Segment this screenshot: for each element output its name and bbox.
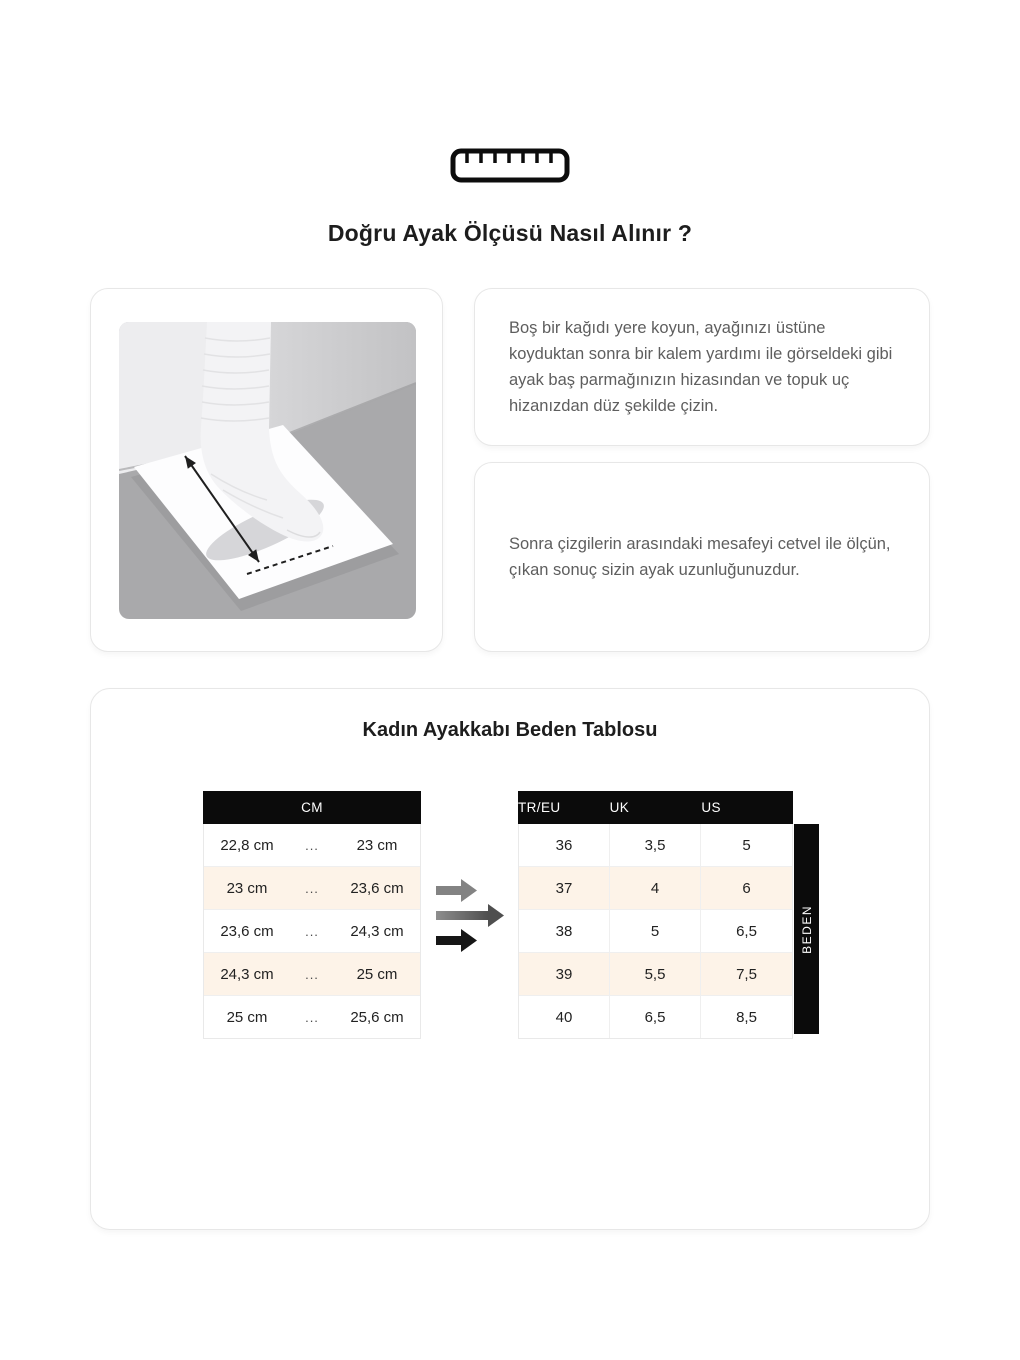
size-us: 6 [742,879,751,897]
size-tr-eu: 40 [519,996,610,1038]
table-row [204,910,420,953]
size-section-title: Kadın Ayakkabı Beden Tablosu [362,719,658,741]
size-uk: 6,5 [610,996,701,1038]
size-us: 5 [742,836,751,854]
intl-table-header [518,791,793,824]
table-row [204,953,420,996]
beden-label-text: BEDEN [799,904,814,954]
header-icon-row [0,148,1020,183]
range-dots: ... [305,923,319,939]
size-tr-eu: 39 [519,953,610,995]
cm-max: 25 cm [356,965,398,983]
cm-min: 25 cm [226,1008,268,1026]
cm-size-table [203,791,421,1039]
beden-side-label [794,824,819,1034]
size-us: 6,5 [736,922,757,940]
table-row [519,996,792,1038]
foot-photo-card [90,288,443,652]
table-row [519,867,792,910]
instruction-step-2: Sonra çizgilerin arasındaki mesafeyi cetvel ile ölçün, çıkan sonuç sizin ayak uzunluğunuzdur. [509,535,891,579]
cm-min: 23 cm [226,879,268,897]
size-table-section [90,688,930,1230]
size-us: 8,5 [736,1008,757,1026]
range-dots: ... [305,880,319,896]
cm-max: 23 cm [356,836,398,854]
table-row [519,953,792,996]
table-row [519,824,792,867]
size-uk: 3,5 [610,824,701,866]
cm-table-body [203,824,421,1039]
ruler-icon [450,148,570,183]
cm-min: 22,8 cm [220,836,274,854]
size-tr-eu: 37 [519,867,610,909]
instruction-step-1: Boş bir kağıdı yere koyun, ayağınızı üstüne koyduktan sonra bir kalem yardımı ile görseldeki gibi ayak baş parmağınızın hizasından ve topuk uç hizanızdan düz şekilde çizin. [509,319,893,415]
page-title: Doğru Ayak Ölçüsü Nasıl Alınır ? [327,220,693,246]
table-row [204,996,420,1038]
col-header-tr-eu: TR/EU [518,800,561,815]
instruction-card-2 [474,462,930,652]
size-tr-eu: 36 [519,824,610,866]
cm-min: 24,3 cm [220,965,274,983]
cm-max: 24,3 cm [350,922,404,940]
foot-on-paper-illustration [119,322,416,619]
size-uk: 5,5 [610,953,701,995]
intl-size-table [518,791,793,1039]
conversion-arrows-icon [434,874,506,961]
cm-max: 23,6 cm [350,879,404,897]
size-uk: 4 [610,867,701,909]
table-row [204,824,420,867]
cm-max: 25,6 cm [350,1008,404,1026]
col-header-us: US [701,800,721,815]
size-tr-eu: 38 [519,910,610,952]
size-uk: 5 [610,910,701,952]
foot-measurement-photo [119,322,416,619]
range-dots: ... [305,837,319,853]
col-header-uk: UK [609,800,630,815]
size-us: 7,5 [736,965,757,983]
cm-min: 23,6 cm [220,922,274,940]
table-row [204,867,420,910]
table-row [519,910,792,953]
range-dots: ... [305,1009,319,1025]
instruction-card-1 [474,288,930,446]
intl-table-body [518,824,793,1039]
range-dots: ... [305,966,319,982]
cm-table-header: CM [203,791,421,824]
